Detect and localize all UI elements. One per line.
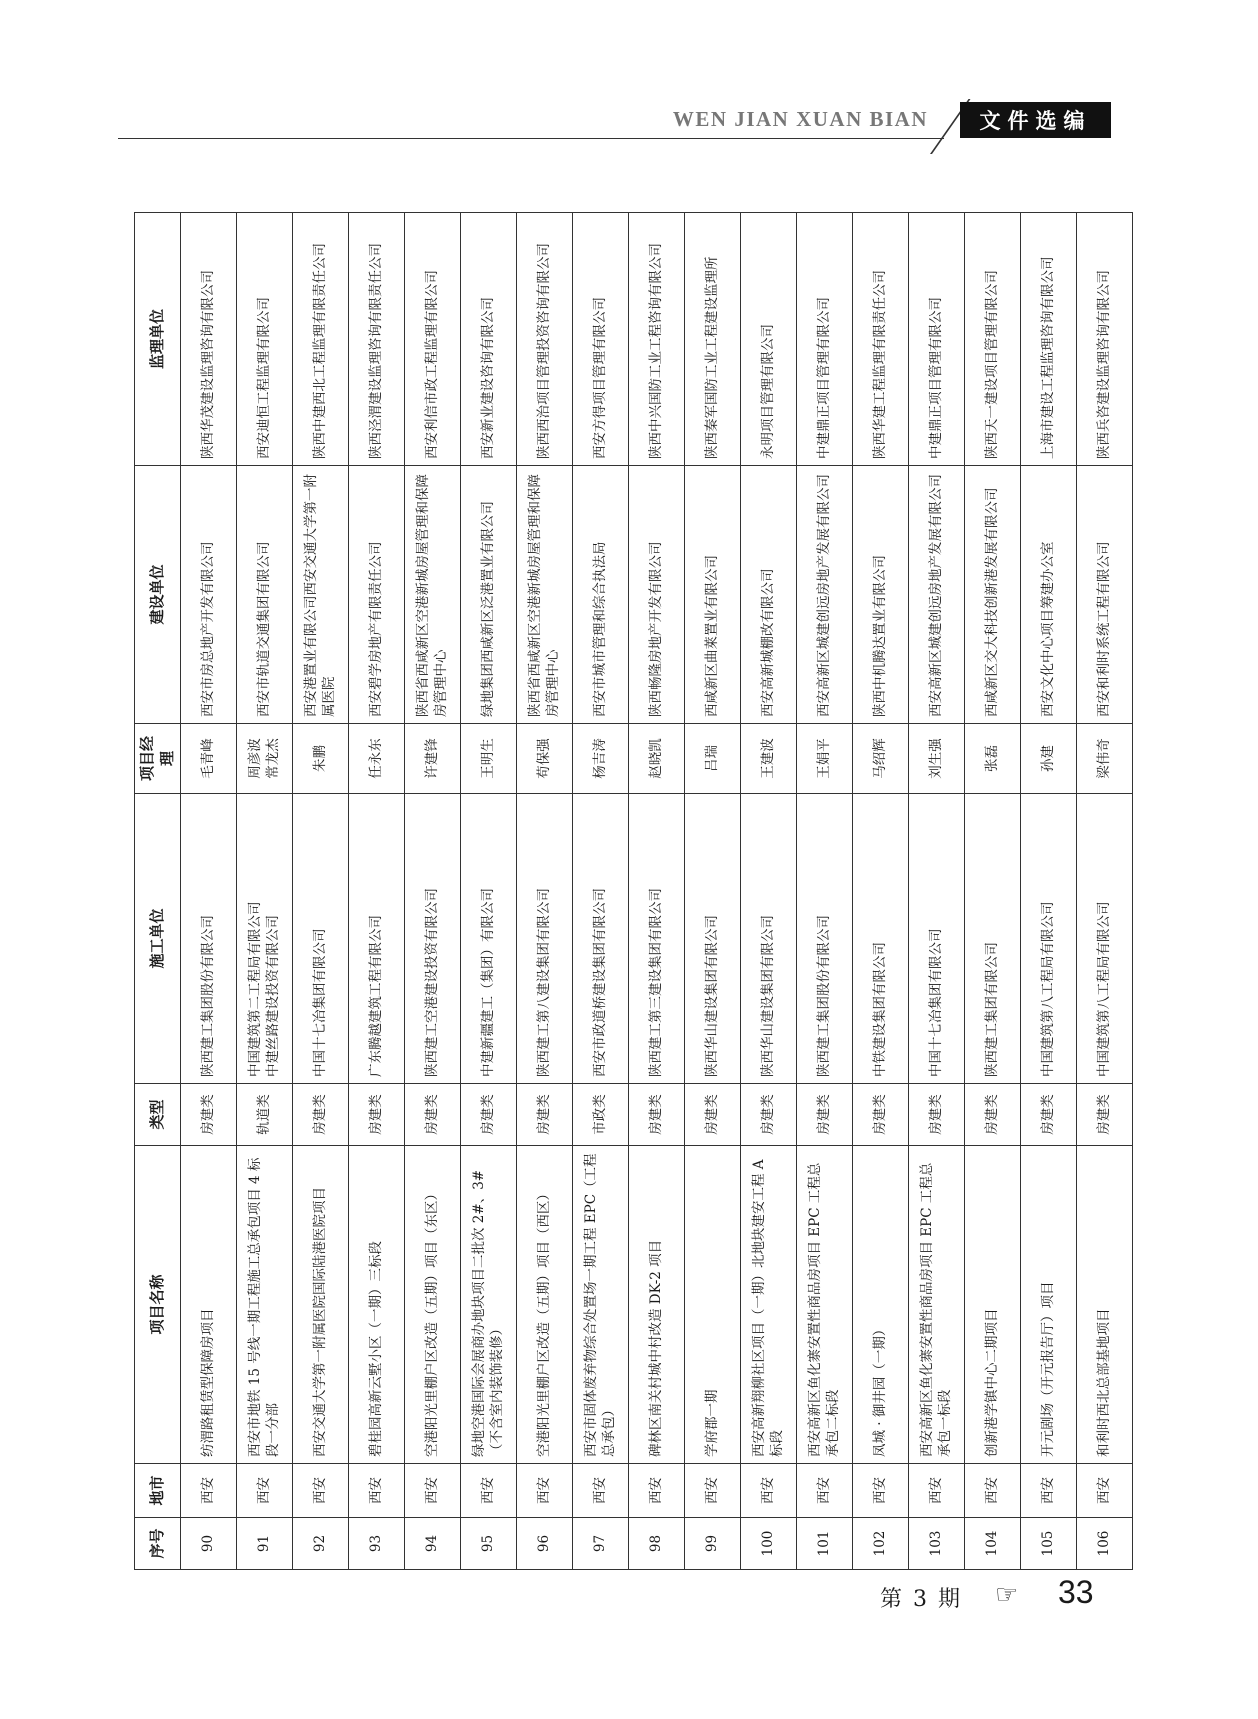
cell-type: 房建类	[964, 1084, 1020, 1146]
cell-manager: 孙建	[1020, 724, 1076, 794]
cell-type: 房建类	[292, 1084, 348, 1146]
cell-owner: 陕西省西咸新区空港新城房屋管理和保障房管理中心	[516, 466, 572, 724]
table-row	[236, 213, 292, 1570]
cell-owner: 西咸新区曲萊置业有限公司	[684, 466, 740, 724]
cell-no: 96	[516, 1518, 572, 1570]
cell-manager: 梁伟奇	[1076, 724, 1132, 794]
cell-type: 房建类	[796, 1084, 852, 1146]
cell-no: 101	[796, 1518, 852, 1570]
cell-contractor: 中国建筑第八工程局有限公司	[1020, 794, 1076, 1084]
cell-city: 西安	[516, 1464, 572, 1518]
issue-label: 第 3 期	[880, 1587, 962, 1612]
cell-city: 西安	[292, 1464, 348, 1518]
header-section-title: 文件选编	[960, 102, 1111, 138]
cell-city: 西安	[796, 1464, 852, 1518]
project-table-wrapper	[134, 213, 1119, 1570]
cell-city: 西安	[964, 1464, 1020, 1518]
table-row	[908, 213, 964, 1570]
cell-no: 91	[236, 1518, 292, 1570]
cell-owner: 西安港置业有限公司西安交通大学第一附属医院	[292, 466, 348, 724]
table-row	[852, 213, 908, 1570]
cell-city: 西安	[908, 1464, 964, 1518]
col-header-supervisor: 监理单位	[135, 213, 181, 466]
cell-manager: 吕瑞	[684, 724, 740, 794]
table-row	[404, 213, 460, 1570]
table-row	[1076, 213, 1132, 1570]
cell-project: 绿地空港国际会展商办地块项目二批次 2#、3#（不含室内装饰装修）	[460, 1146, 516, 1464]
page-number: 33	[1058, 1574, 1094, 1610]
cell-owner: 陕西省西咸新区空港新城房屋管理和保障房管理中心	[404, 466, 460, 724]
cell-supervisor: 陕西天一建设项目管理有限公司	[964, 213, 1020, 466]
cell-no: 90	[180, 1518, 236, 1570]
cell-type: 房建类	[180, 1084, 236, 1146]
cell-supervisor: 陕西华茂建设监理咨询有限公司	[180, 213, 236, 466]
cell-no: 94	[404, 1518, 460, 1570]
cell-manager: 苟保强	[516, 724, 572, 794]
cell-city: 西安	[348, 1464, 404, 1518]
cell-contractor: 陕西建工集团有限公司	[964, 794, 1020, 1084]
cell-project: 空港阳光里棚户区改造（五期）项目（东区）	[404, 1146, 460, 1464]
cell-project: 西安高新区鱼化寨安置性商品房项目 EPC 工程总承包二标段	[796, 1146, 852, 1464]
cell-no: 95	[460, 1518, 516, 1570]
cell-type: 房建类	[1076, 1084, 1132, 1146]
cell-owner: 西咸新区交大科技创新港发展有限公司	[964, 466, 1020, 724]
cell-no: 100	[740, 1518, 796, 1570]
table-row	[628, 213, 684, 1570]
cell-city: 西安	[684, 1464, 740, 1518]
cell-manager: 赵晓凯	[628, 724, 684, 794]
cell-project: 西安市固体废弃物综合处置场一期工程 EPC（工程总承包）	[572, 1146, 628, 1464]
cell-type: 市政类	[572, 1084, 628, 1146]
cell-contractor: 陕西建工第三建设集团有限公司	[628, 794, 684, 1084]
cell-owner: 陕西畅隆房地产开发有限公司	[628, 466, 684, 724]
cell-project: 西安交通大学第一附属医院国际陆港医院项目	[292, 1146, 348, 1464]
header-rule	[118, 138, 944, 139]
cell-contractor: 中铁建设集团有限公司	[852, 794, 908, 1084]
cell-owner: 西安碧学房地产有限责任公司	[348, 466, 404, 724]
cell-project: 凤城 · 御井园（一期）	[852, 1146, 908, 1464]
col-header-contractor: 施工单位	[135, 794, 181, 1084]
cell-manager: 许建锋	[404, 724, 460, 794]
table-row	[1020, 213, 1076, 1570]
col-header-manager: 项目经理	[135, 724, 181, 794]
cell-project: 碑林区南关村城中村改造 DK-2 项目	[628, 1146, 684, 1464]
cell-contractor: 陕西华山建设集团有限公司	[684, 794, 740, 1084]
cell-project: 学府郡一期	[684, 1146, 740, 1464]
cell-city: 西安	[404, 1464, 460, 1518]
cell-type: 房建类	[348, 1084, 404, 1146]
cell-supervisor: 陕西中建西北工程监理有限责任公司	[292, 213, 348, 466]
cell-type: 房建类	[628, 1084, 684, 1146]
table-header-row	[135, 213, 181, 1570]
cell-supervisor: 陕西兵咨建设监理咨询有限公司	[1076, 213, 1132, 466]
cell-type: 房建类	[516, 1084, 572, 1146]
cell-manager: 刘生强	[908, 724, 964, 794]
cell-project: 西安市地铁 15 号线一期工程施工总承包项目 4 标段一分部	[236, 1146, 292, 1464]
cell-supervisor: 陕西秦军国防工业工程建设监理所	[684, 213, 740, 466]
cell-city: 西安	[1076, 1464, 1132, 1518]
cell-type: 房建类	[908, 1084, 964, 1146]
cell-type: 轨道类	[236, 1084, 292, 1146]
cell-contractor: 中国建筑第八工程局有限公司	[1076, 794, 1132, 1084]
table-row	[516, 213, 572, 1570]
cell-contractor: 西安市政道桥建设集团有限公司	[572, 794, 628, 1084]
cell-supervisor: 陕西西治项目管理投资咨询有限公司	[516, 213, 572, 466]
table-row	[796, 213, 852, 1570]
table-row	[460, 213, 516, 1570]
cell-city: 西安	[628, 1464, 684, 1518]
cell-type: 房建类	[404, 1084, 460, 1146]
cell-supervisor: 西安迪恒工程监理有限公司	[236, 213, 292, 466]
cell-owner: 西安高新区城建创远房地产发展有限公司	[908, 466, 964, 724]
cell-project: 纺渭路租赁型保障房项目	[180, 1146, 236, 1464]
cell-supervisor: 永明项目管理有限公司	[740, 213, 796, 466]
pointing-hand-icon: ☞	[995, 1580, 1019, 1610]
cell-type: 房建类	[1020, 1084, 1076, 1146]
cell-type: 房建类	[740, 1084, 796, 1146]
cell-city: 西安	[460, 1464, 516, 1518]
cell-project: 和利时西北总部基地项目	[1076, 1146, 1132, 1464]
cell-supervisor: 中建鼎正项目管理有限公司	[908, 213, 964, 466]
table-row	[348, 213, 404, 1570]
table-row	[964, 213, 1020, 1570]
cell-no: 97	[572, 1518, 628, 1570]
cell-city: 西安	[1020, 1464, 1076, 1518]
cell-manager: 王娟平	[796, 724, 852, 794]
cell-contractor: 陕西建工空港建设投资有限公司	[404, 794, 460, 1084]
cell-manager: 周彦波 常龙杰	[236, 724, 292, 794]
cell-type: 房建类	[852, 1084, 908, 1146]
cell-owner: 西安和利时系统工程有限公司	[1076, 466, 1132, 724]
cell-type: 房建类	[460, 1084, 516, 1146]
cell-project: 空港阳光里棚户区改造（五期）项目（西区）	[516, 1146, 572, 1464]
table-row	[572, 213, 628, 1570]
table-row	[684, 213, 740, 1570]
cell-no: 106	[1076, 1518, 1132, 1570]
table-row	[740, 213, 796, 1570]
cell-city: 西安	[236, 1464, 292, 1518]
cell-type: 房建类	[684, 1084, 740, 1146]
cell-owner: 西安文化中心项目筹建办公室	[1020, 466, 1076, 724]
cell-no: 102	[852, 1518, 908, 1570]
cell-contractor: 中国十七冶集团有限公司	[292, 794, 348, 1084]
project-table	[134, 212, 1133, 1570]
cell-manager: 王建波	[740, 724, 796, 794]
cell-contractor: 中国建筑第二工程局有限公司 中建丝路建设投资有限公司	[236, 794, 292, 1084]
cell-supervisor: 西安利信市政工程监理有限公司	[404, 213, 460, 466]
cell-project: 创新港学镇中心二期项目	[964, 1146, 1020, 1464]
cell-no: 104	[964, 1518, 1020, 1570]
cell-owner: 西安高新城棚改有限公司	[740, 466, 796, 724]
cell-owner: 西安市轨道交通集团有限公司	[236, 466, 292, 724]
cell-manager: 马绍辉	[852, 724, 908, 794]
cell-no: 99	[684, 1518, 740, 1570]
cell-city: 西安	[572, 1464, 628, 1518]
table-row	[292, 213, 348, 1570]
cell-city: 西安	[740, 1464, 796, 1518]
cell-manager: 任永东	[348, 724, 404, 794]
cell-supervisor: 陕西中兴国防工业工程咨询有限公司	[628, 213, 684, 466]
cell-contractor: 中国十七冶集团有限公司	[908, 794, 964, 1084]
col-header-city: 地市	[135, 1464, 181, 1518]
cell-contractor: 陕西建工第八建设集团有限公司	[516, 794, 572, 1084]
cell-owner: 西安高新区城建创远房地产发展有限公司	[796, 466, 852, 724]
col-header-owner: 建设单位	[135, 466, 181, 724]
cell-supervisor: 中建鼎正项目管理有限公司	[796, 213, 852, 466]
col-header-no: 序号	[135, 1518, 181, 1570]
cell-owner: 陕西中机腾达置业有限公司	[852, 466, 908, 724]
cell-contractor: 陕西建工集团股份有限公司	[796, 794, 852, 1084]
cell-supervisor: 西安方得项目管理有限公司	[572, 213, 628, 466]
col-header-project: 项目名称	[135, 1146, 181, 1464]
cell-city: 西安	[180, 1464, 236, 1518]
cell-supervisor: 上海市建设工程监理咨询有限公司	[1020, 213, 1076, 466]
cell-manager: 杨吉涛	[572, 724, 628, 794]
cell-contractor: 中建新疆建工（集团）有限公司	[460, 794, 516, 1084]
cell-supervisor: 陕西泾渭建设监理咨询有限责任公司	[348, 213, 404, 466]
cell-no: 103	[908, 1518, 964, 1570]
cell-project: 碧桂园高新云墅小区（一期）三标段	[348, 1146, 404, 1464]
cell-supervisor: 陕西华建工程监理有限责任公司	[852, 213, 908, 466]
cell-owner: 西安市房总地产开发有限公司	[180, 466, 236, 724]
cell-no: 105	[1020, 1518, 1076, 1570]
header-pinyin: WEN JIAN XUAN BIAN	[672, 107, 928, 131]
col-header-type: 类型	[135, 1084, 181, 1146]
cell-manager: 毛青峰	[180, 724, 236, 794]
cell-contractor: 陕西华山建设集团有限公司	[740, 794, 796, 1084]
cell-manager: 朱鹏	[292, 724, 348, 794]
cell-city: 西安	[852, 1464, 908, 1518]
cell-no: 92	[292, 1518, 348, 1570]
cell-no: 93	[348, 1518, 404, 1570]
cell-project: 西安高新翔柳社区项目（一期）北地块建安工程 A 标段	[740, 1146, 796, 1464]
cell-supervisor: 西安新业建设咨询有限公司	[460, 213, 516, 466]
table-row	[180, 213, 236, 1570]
cell-manager: 张磊	[964, 724, 1020, 794]
cell-project: 西安高新区鱼化寨安置性商品房项目 EPC 工程总承包一标段	[908, 1146, 964, 1464]
cell-manager: 王明生	[460, 724, 516, 794]
cell-contractor: 陕西建工集团股份有限公司	[180, 794, 236, 1084]
cell-owner: 绿地集团西咸新区泛港置业有限公司	[460, 466, 516, 724]
cell-no: 98	[628, 1518, 684, 1570]
cell-project: 开元剧场（开元报告厅）项目	[1020, 1146, 1076, 1464]
cell-contractor: 广东腾越建筑工程有限公司	[348, 794, 404, 1084]
cell-owner: 西安市城市管理和综合执法局	[572, 466, 628, 724]
